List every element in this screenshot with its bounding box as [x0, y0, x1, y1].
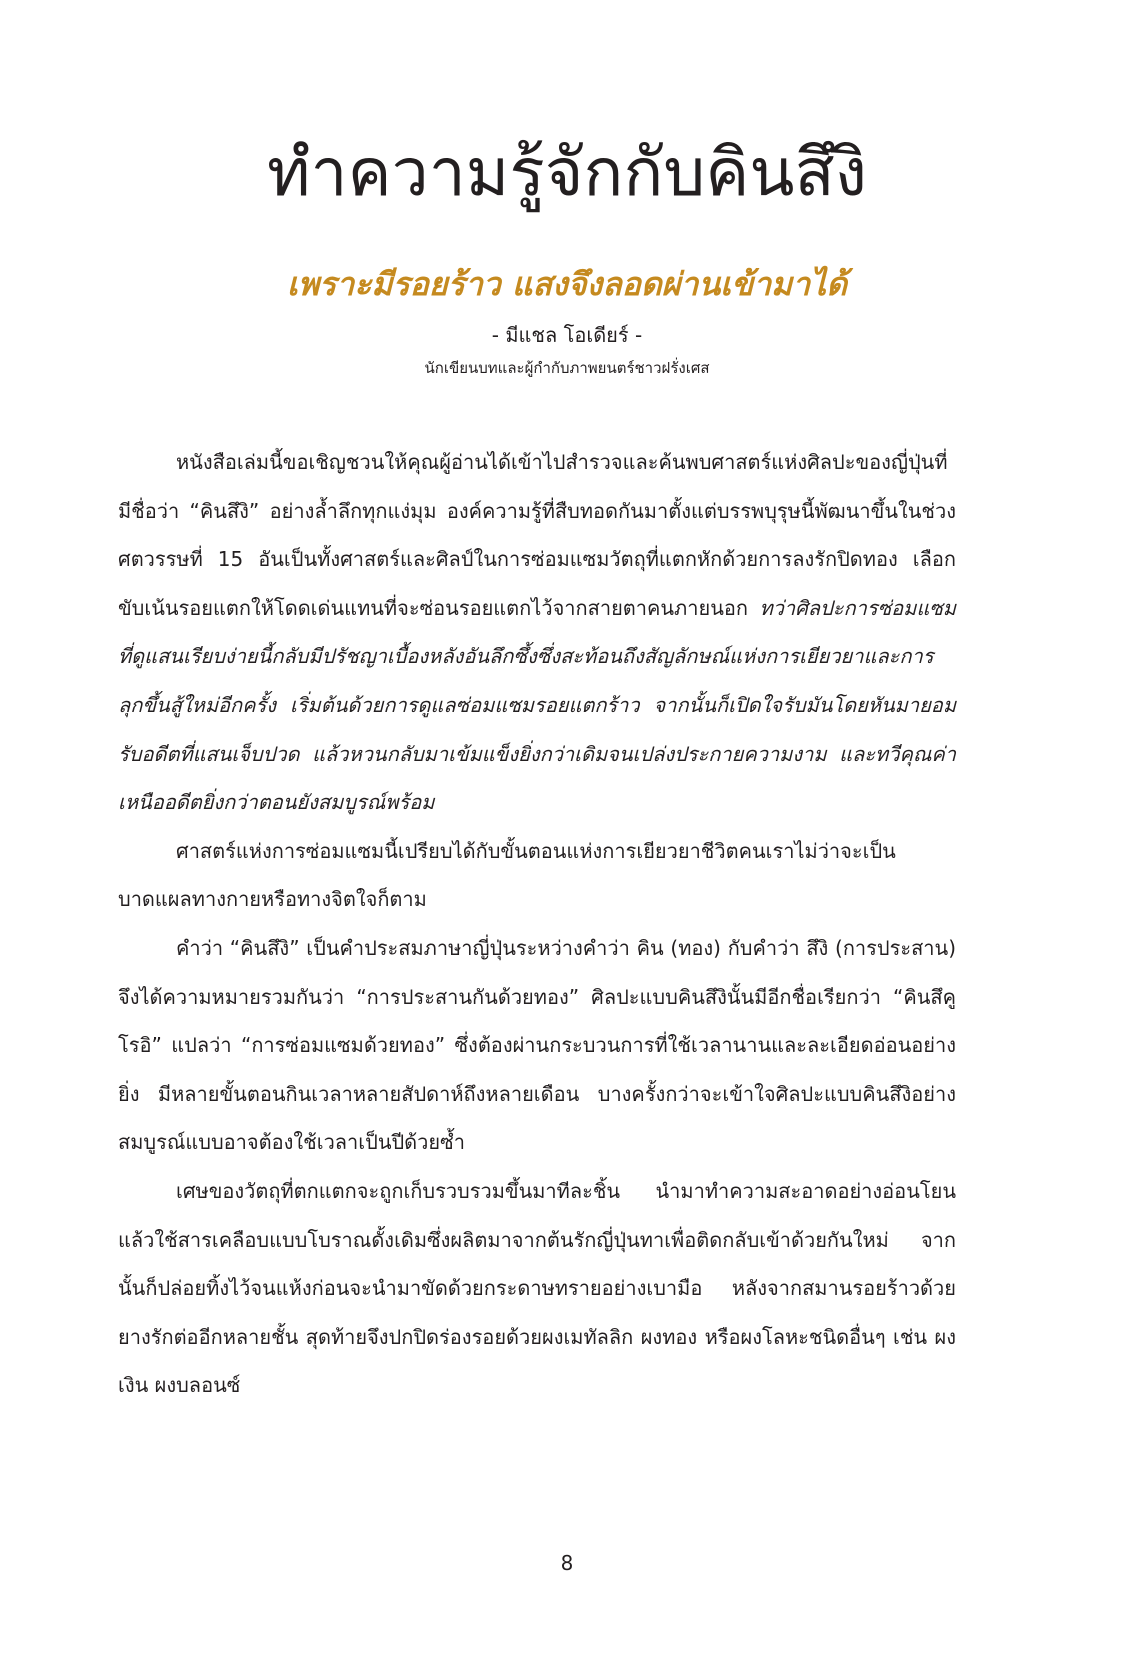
- epigraph-author-role: นักเขียนบทและผู้กำกับภาพยนตร์ชาวฝรั่งเศส: [424, 359, 710, 377]
- paragraph-2: [118, 827, 956, 924]
- epigraph-quote: เพราะมีรอยร้าว แสงจึงลอดผ่านเข้ามาได้: [287, 265, 847, 303]
- paragraph-1-italic: ทว่าศิลปะการซ่อมแซมที่ดูแสนเรียบง่ายนี้กลับมีปรัชญาเบื้องหลังอันลึกซึ้งซึ่งสะท้อนถึงสัญลักษณ์แห่งการเยียวยาและการลุกขึ้นสู้ใหม่อีกครั้ง เริ่มต้นด้วยการดูแลซ่อมแซมรอยแตกร้าว จากนั้นก็เปิดใจรับมันโดยหันมายอมรับอดีตที่แสนเจ็บปวด แล้วหวนกลับมาเข้มแข็งยิ่งกว่าเดิมจนเปล่งประกายความงาม และทวีคุณค่าเหนืออดีตยิ่งกว่าตอนยังสมบูรณ์พร้อม: [118, 595, 956, 815]
- body-text: [118, 438, 956, 1410]
- epigraph-author: - มีแชล โอเดียร์ -: [491, 323, 643, 347]
- paragraph-3-text: คำว่า “คินสึงิ” เป็นคำประสมภาษาญี่ปุ่นระหว่างคำว่า คิน (ทอง) กับคำว่า สึงิ (การประสาน) จึงได้ความหมายรวมกันว่า “การประสานกันด้วยทอง” ศิลปะแบบคินสึงินั้นมีอีกชื่อเรียกว่า “คินสึคูโรอิ” แปลว่า “การซ่อมแซมด้วยทอง” ซึ่งต้องผ่านกระบวนการที่ใช้เวลานานและละเอียดอ่อนอย่างยิ่ง มีหลายขั้นตอนกินเวลาหลายสัปดาห์ถึงหลายเดือน บางครั้งกว่าจะเข้าใจศิลปะแบบคินสึงิอย่างสมบูรณ์แบบอาจต้องใช้เวลาเป็นปีด้วยซ้ำ: [118, 935, 956, 1155]
- page-title: ทำความรู้จักกับคินสึงิ: [266, 134, 868, 211]
- paragraph-1: [118, 438, 956, 827]
- paragraph-2-text: ศาสตร์แห่งการซ่อมแซมนี้เปรียบได้กับขั้นตอนแห่งการเยียวยาชีวิตคนเราไม่ว่าจะเป็นบาดแผลทางกายหรือทางจิตใจก็ตาม: [118, 838, 896, 912]
- page-number: 8: [560, 1551, 574, 1575]
- paragraph-1-text: หนังสือเล่มนี้ขอเชิญชวนให้คุณผู้อ่านได้เข้าไปสำรวจและค้นพบศาสตร์แห่งศิลปะของญี่ปุ่นที่มีชื่อว่า “คินสึงิ” อย่างล้ำลึกทุกแง่มุม องค์ความรู้ที่สืบทอดกันมาตั้งแต่บรรพบุรุษนี้พัฒนาขึ้นในช่วงศตวรรษที่ 15 อันเป็นทั้งศาสตร์และศิลป์ในการซ่อมแซมวัตถุที่แตกหักด้วยการลงรักปิดทอง เลือกขับเน้นรอยแตกให้โดดเด่นแทนที่จะซ่อนรอยแตกไว้จากสายตาคนภายนอก: [118, 450, 956, 620]
- paragraph-3: [118, 924, 956, 1167]
- paragraph-4: [118, 1167, 956, 1410]
- paragraph-4-text: เศษของวัตถุที่ตกแตกจะถูกเก็บรวบรวมขึ้นมาทีละชิ้น นำมาทำความสะอาดอย่างอ่อนโยน แล้วใช้สารเคลือบแบบโบราณดั้งเดิมซึ่งผลิตมาจากต้นรักญี่ปุ่นทาเพื่อติดกลับเข้าด้วยกันใหม่ จากนั้นก็ปล่อยทิ้งไว้จนแห้งก่อนจะนำมาขัดด้วยกระดาษทรายอย่างเบามือ หลังจากสมานรอยร้าวด้วยยางรักต่ออีกหลายชั้น สุดท้ายจึงปกปิดร่องรอยด้วยผงเมทัลลิก ผงทอง หรือผงโลหะชนิดอื่นๆ เช่น ผงเงิน ผงบลอนซ์: [118, 1178, 956, 1398]
